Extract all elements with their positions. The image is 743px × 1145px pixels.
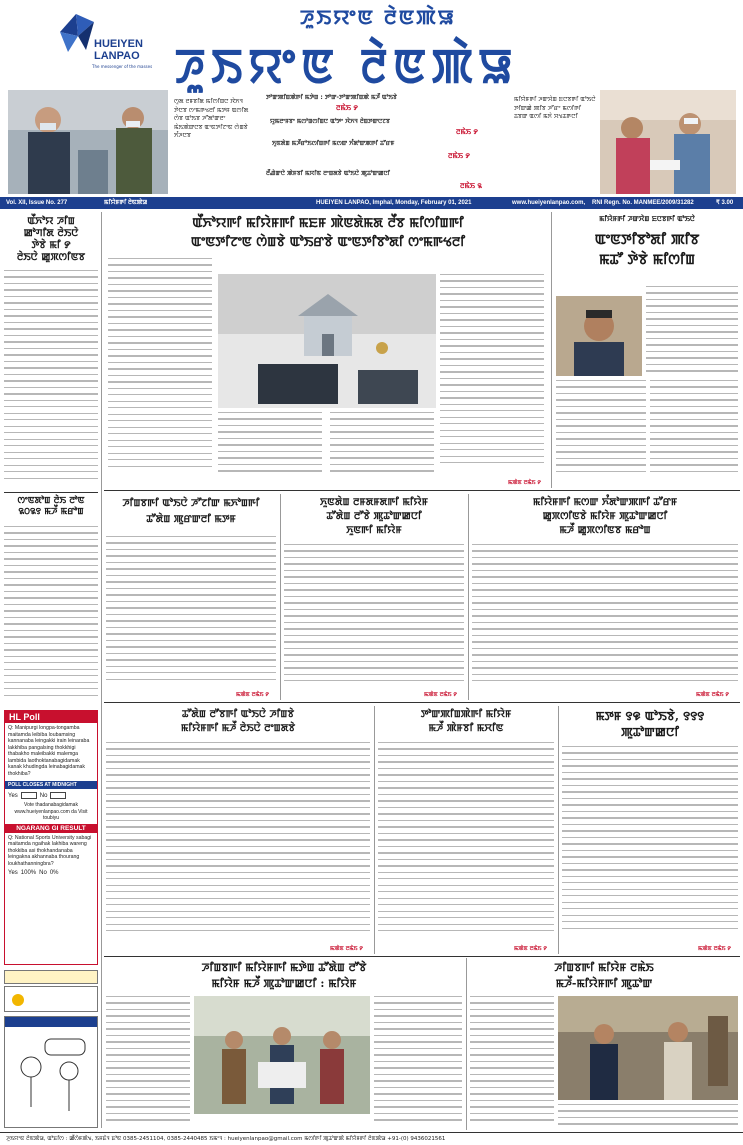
poll-no-label: No xyxy=(39,792,48,799)
lower-a-headline-2: ꯃꯤꯌꯥꯝꯒꯤ ꯃꯍꯩ ꯂꯥꯏꯅꯥ ꯂꯦꯡꯗꯕꯥ xyxy=(180,723,296,734)
strip-page-ref-1[interactable]: ꯂꯃꯥꯏ ꯸ xyxy=(336,104,358,112)
left-col-headline-1: ꯑꯩꯈꯣꯌ ꯍꯤꯡ xyxy=(27,216,75,227)
lower-a-continued[interactable]: ꯃꯄꯥꯟ ꯂꯃꯥꯏ ꯸ xyxy=(330,946,363,952)
strip-photo-left[interactable] xyxy=(8,90,168,194)
dateline-center: HUEIYEN LANPAO, Imphal, Monday, February 01, 2021 xyxy=(316,200,472,206)
lead-headline-2: ꯑꯦꯟꯇꯤꯖꯦꯟ ꯁꯥꯡꯕꯥ ꯑꯣꯏꯔꯕꯥ ꯑꯦꯟꯇꯤꯕꯣꯗꯤ ꯁꯦꯃꯒꯠꯂꯤ xyxy=(190,235,466,250)
lower-a-headline[interactable] xyxy=(106,708,370,736)
left-small-ad-1[interactable] xyxy=(4,970,98,984)
left-column-rule xyxy=(101,212,102,1128)
poll-no-checkbox[interactable] xyxy=(50,792,66,799)
poll-vote-link[interactable]: Vote thadanabagidamak www.hueiyenlanpao.com da Visit toubiyu xyxy=(14,802,88,821)
right-top-body-1 xyxy=(646,286,738,376)
bottom-b-headline-1: ꯍꯤꯡꯕꯒꯤ ꯃꯤꯌꯥꯝ ꯂꯃꯥꯏ xyxy=(554,961,654,974)
lower-c-headline[interactable] xyxy=(562,708,738,740)
brand-name: HUEIYEN LANPAO xyxy=(94,38,143,62)
dateline-meitei: ꯃꯤꯌꯥꯝꯒꯤ ꯂꯥꯟꯄꯥꯎ xyxy=(104,200,148,206)
website-link[interactable]: www.hueiyenlanpao.com, xyxy=(512,200,586,206)
poll-result-values xyxy=(5,869,97,877)
bottom-a-headline[interactable] xyxy=(106,960,462,992)
lower-a-body xyxy=(106,742,370,942)
left-col-headline-2: ꯀꯣꯚꯤꯗ ꯂꯥꯏꯅꯥ xyxy=(23,228,79,239)
lower-b-body xyxy=(378,742,554,942)
strip-teaser-left[interactable]: ꯁꯨꯗ ꯂꯝꯕꯤꯗ ꯃꯤꯁꯤꯡꯅ ꯋꯥꯈꯜ ꯇꯥꯅꯕ ꯁꯦꯃꯒꯠꯂꯤ ꯃꯇꯝ ꯑꯁꯤꯗ ꯁꯥꯕ ꯑꯣꯏꯕ ꯍꯧꯗꯣꯛꯂꯦ ꯃꯥꯏꯄꯥꯛꯅꯕ ꯑꯦꯟꯇꯤꯖꯦꯟ ꯁꯥꯡꯕꯥ ꯈꯪꯍꯅꯕ xyxy=(174,98,249,139)
mid-b-headline-3: ꯈꯨꯟꯒꯤ ꯃꯤꯌꯥꯝ xyxy=(346,525,402,536)
strip-teaser-center-3[interactable]: ꯈꯨꯟꯗꯥꯡ ꯃꯍꯩꯔꯣꯏꯁꯤꯡꯒꯤ ꯃꯁꯛ ꯈꯪꯗꯣꯛꯄꯒꯤ ꯊꯧꯔꯝ xyxy=(272,140,395,147)
poll-question: Q: Manipurgi longpa-tongamba maitamda leibiba loubamsing kannanaba leingakki irain leinaraba lakkhiba pangalsing thokkhigi thabakho maleibakki malemga lambida laothoktanabagidamak kanak khudingda leinabagidamak thokhiba? xyxy=(8,725,90,777)
lower-a-headline-1: ꯊꯧꯗꯥꯡ ꯂꯧꯕꯒꯤ ꯑꯣꯏꯅꯥ ꯍꯤꯡꯕꯥ xyxy=(181,709,295,720)
lower-b-headline-2: ꯃꯍꯩ ꯄꯥꯝꯕꯤ ꯃꯆꯤꯟ xyxy=(428,723,504,734)
strip-page-ref-4[interactable]: ꯂꯃꯥꯏ ꯲ xyxy=(460,182,482,190)
mid-rule-2 xyxy=(468,494,469,700)
brand-tagline: The messenger of the masses xyxy=(92,64,153,69)
volume-issue: Vol. XII, Issue No. 277 xyxy=(6,200,68,206)
left-col-subheadline-2: ꯲꯰꯲꯱ ꯃꯍꯩ ꯃꯔꯣꯡ xyxy=(18,507,84,517)
bottom-a-body xyxy=(106,996,190,1124)
lead-photo-house-key[interactable] xyxy=(218,274,436,408)
lower-b-headline[interactable] xyxy=(378,708,554,736)
left-col-body-2 xyxy=(4,526,98,706)
right-top-headline-1: ꯑꯦꯟꯇꯤꯕꯣꯗꯤ ꯄꯤꯕ xyxy=(594,232,700,248)
poll-yes-label: Yes xyxy=(8,792,18,799)
left-col-subheadline-1: ꯁꯦꯟꯗꯣꯡ ꯂꯥꯏ ꯂꯣꯟ xyxy=(17,496,85,506)
lower-c-continued[interactable]: ꯃꯄꯥꯟ ꯂꯃꯥꯏ ꯸ xyxy=(698,946,731,952)
bottom-a-body-2 xyxy=(374,996,462,1124)
mid-b-continued[interactable]: ꯃꯄꯥꯟ ꯂꯃꯥꯏ ꯸ xyxy=(424,692,457,698)
strip-photo-right[interactable] xyxy=(600,90,736,194)
bottom-b-photo[interactable] xyxy=(558,996,738,1100)
lead-continued[interactable]: ꯃꯄꯥꯟ ꯂꯃꯥꯏ ꯸ xyxy=(508,480,541,486)
lower-b-headline-1: ꯇꯣꯛꯄꯤꯡꯄꯥꯒꯤ ꯃꯤꯌꯥꯝ xyxy=(420,709,512,720)
strip-teaser-right[interactable]: ꯃꯤꯌꯥꯝꯒꯤ ꯍꯛꯆꯥꯡ ꯐꯅꯕꯒꯤ ꯑꯣꯏꯅꯥ ꯇꯤꯛꯀꯥ ꯄꯤꯕ ꯍꯧꯔꯦ ꯃꯁꯤꯒꯤ ꯊꯕꯛ ꯑꯁꯤ ꯃꯈꯥ ꯆꯠꯊꯒꯅꯤ xyxy=(514,96,596,120)
mid-a-body xyxy=(106,536,276,686)
left-col-headline-4: ꯂꯥꯏꯅꯥ ꯀꯨꯞꯁꯤꯟꯕ xyxy=(16,252,86,263)
masthead-title-main: ꯍꯨꯏꯌꯦꯟ ꯂꯥꯟꯄꯥꯎ xyxy=(175,37,519,95)
row-divider-3 xyxy=(104,956,740,957)
left-small-ad-2[interactable] xyxy=(4,986,98,1012)
lower-c-body xyxy=(562,746,738,942)
right-top-kicker[interactable]: ꯃꯤꯌꯥꯝꯒꯤ ꯍꯛꯆꯥꯡ ꯐꯅꯕꯒꯤ ꯑꯣꯏꯅꯥ xyxy=(599,214,695,223)
mid-a-headline-1: ꯍꯤꯡꯕꯒꯤ ꯑꯣꯏꯅꯥ ꯍꯧꯖꯤꯛ ꯃꯈꯣꯡꯒꯤ xyxy=(122,498,260,509)
strip-page-ref-3[interactable]: ꯂꯃꯥꯏ ꯸ xyxy=(448,152,470,160)
poll-result-yes-label: Yes xyxy=(8,870,18,876)
strip-teaser-center-2[interactable]: ꯌꯨꯃꯂꯦꯝꯕꯦ ꯃꯁꯣꯡꯁꯤꯡꯅ ꯑꯣꯇꯦ ꯋꯥꯈꯜ ꯂꯥꯡꯇꯛꯅꯖꯕ xyxy=(270,118,390,125)
mid-b-headline[interactable] xyxy=(284,496,464,538)
lead-body-col-4 xyxy=(440,274,544,476)
row-divider-2 xyxy=(104,702,740,703)
lower-c-headline-1: ꯃꯇꯝ ꯱꯶ ꯑꯣꯏꯕꯥ, ꯱꯱꯱ xyxy=(595,709,705,723)
bottom-a-headline-2: ꯃꯤꯌꯥꯝ ꯃꯍꯩ ꯄꯨꯊꯣꯛꯀꯅꯤ : ꯃꯤꯌꯥꯝ xyxy=(211,977,357,990)
mid-c-body xyxy=(472,544,738,686)
lead-body-col-3 xyxy=(330,412,434,476)
bottom-a-photo[interactable] xyxy=(194,996,370,1114)
mid-b-body xyxy=(284,544,464,686)
mid-rule-1 xyxy=(280,494,281,700)
poll-result-yes-pct: 100% xyxy=(20,870,37,876)
strip-page-ref-2[interactable]: ꯂꯃꯥꯏ ꯸ xyxy=(456,128,478,136)
right-top-headline-2: ꯃꯊꯧ ꯇꯥꯕꯥ ꯃꯤꯁꯤꯡ xyxy=(598,252,696,268)
brand-logo[interactable] xyxy=(52,4,162,84)
right-top-body-3 xyxy=(650,380,738,480)
strip-teaser-center-1[interactable] xyxy=(266,94,496,103)
left-cartoon-box[interactable] xyxy=(4,1016,98,1128)
row-divider-1 xyxy=(104,490,740,491)
origami-bird-icon xyxy=(58,12,96,56)
poll-options xyxy=(5,791,97,800)
left-col-divider xyxy=(4,492,98,493)
bottom-b-headline-2: ꯃꯍꯩ-ꯃꯤꯌꯥꯝꯒꯤ ꯄꯨꯊꯣꯛ xyxy=(555,977,653,990)
mid-c-continued[interactable]: ꯃꯄꯥꯟ ꯂꯃꯥꯏ ꯸ xyxy=(696,692,729,698)
masthead-title-top: ꯍꯨꯏꯌꯦꯟ ꯂꯥꯟꯄꯥꯎ xyxy=(300,5,456,29)
rni-number: RNI Regn. No. MANMEE/2009/31282 xyxy=(592,200,694,206)
mid-b-headline-2: ꯊꯧꯗꯥꯡ ꯂꯧꯕꯥ ꯄꯨꯊꯣꯛꯀꯅꯤ xyxy=(326,511,422,522)
lead-body-col-1 xyxy=(108,258,212,476)
right-top-body-2 xyxy=(556,380,646,480)
left-col-body-1 xyxy=(4,270,98,490)
poll-yes-checkbox[interactable] xyxy=(21,792,37,799)
price: ₹ 3.00 xyxy=(716,200,734,206)
lower-b-continued[interactable]: ꯃꯄꯥꯟ ꯂꯃꯥꯏ ꯸ xyxy=(514,946,547,952)
bottom-rule xyxy=(466,958,467,1130)
poll-result-title: NGARANG GI RESULT xyxy=(5,824,97,833)
dateline-bar xyxy=(0,197,743,209)
mid-a-continued[interactable]: ꯃꯄꯥꯟ ꯂꯃꯥꯏ ꯸ xyxy=(236,692,269,698)
bottom-a-headline-1: ꯍꯤꯡꯕꯒꯤ ꯃꯤꯌꯥꯝꯒꯤ ꯃꯇꯥꯡ ꯊꯧꯗꯥꯡ ꯂꯧꯕꯥ xyxy=(201,961,367,974)
bottom-b-headline[interactable] xyxy=(470,960,738,992)
weather-icon xyxy=(8,990,28,1010)
strip-teaser-center-4[interactable]: ꯂꯩꯉꯥꯛꯅꯥ ꯄꯥꯝꯕꯤ ꯃꯆꯤꯟ ꯂꯦꯡꯗꯕꯥ ꯑꯣꯏꯅꯥ ꯄꯨꯊꯣꯛꯀꯅꯤ xyxy=(266,170,391,177)
poll-title: HL Poll xyxy=(5,711,97,723)
poll-result-no-label: No xyxy=(39,870,47,876)
mid-a-headline[interactable] xyxy=(106,496,276,528)
lead-body-col-2 xyxy=(218,412,322,476)
cartoon-illustration xyxy=(5,1027,97,1127)
mid-c-headline-2: ꯀꯨꯞꯁꯤꯟꯕꯥ ꯃꯤꯌꯥꯝ ꯄꯨꯊꯣꯛꯀꯅꯤ xyxy=(542,511,668,522)
headline-strip xyxy=(0,90,743,196)
left-col-headline-3: ꯇꯥꯕꯥ ꯃꯤ ꯸ xyxy=(31,240,71,251)
lower-rule-1 xyxy=(374,706,375,954)
lower-rule-2 xyxy=(558,706,559,954)
right-top-portrait[interactable] xyxy=(556,296,642,376)
strip-teaser-center-1-text: ꯇꯣꯛꯄꯤꯡꯄꯥꯒꯤ ꯃꯇꯥꯡ : ꯇꯣꯛ-ꯇꯣꯛꯄꯤꯡꯄꯥ ꯃꯍꯩ ꯑꯣꯏꯕꯥ xyxy=(266,94,397,101)
mid-b-headline-1: ꯈꯨꯟꯗꯥꯡ ꯂꯝꯗꯝꯗꯒꯤ ꯃꯤꯌꯥꯝ xyxy=(319,497,429,508)
poll-result-no-pct: 0% xyxy=(49,870,59,876)
mid-c-headline[interactable] xyxy=(472,496,738,538)
mid-c-headline-1: ꯃꯤꯌꯥꯝꯒꯤ ꯃꯁꯛ ꯈꯪꯗꯣꯛꯄꯒꯤ ꯊꯧꯔꯝ xyxy=(532,497,678,508)
left-col-headline[interactable] xyxy=(4,216,98,264)
poll-closes-label: POLL CLOSES AT MIDNIGHT xyxy=(5,781,97,789)
mid-c-headline-3: ꯃꯍꯩ ꯀꯨꯞꯁꯤꯟꯕ ꯃꯔꯣꯡ xyxy=(559,525,651,536)
poll-result-question: Q: National Sports University sabagi maitamda ngaihak lakhiba wareng thokkiba asi thokhandanaba leingakna akhannaba thourang loukhathanningbra? xyxy=(8,834,92,867)
right-top-headline[interactable] xyxy=(556,230,738,270)
lead-headline[interactable] xyxy=(108,214,548,252)
left-col-subheadline[interactable] xyxy=(4,496,98,518)
bottom-b-body-2 xyxy=(558,1104,738,1128)
bottom-b-body xyxy=(470,996,554,1124)
masthead xyxy=(0,0,743,95)
lead-right-rule xyxy=(551,212,552,488)
lead-headline-1: ꯑꯩꯈꯣꯌꯒꯤ ꯃꯤꯌꯥꯝꯒꯤ ꯃꯐꯝ ꯄꯥꯟꯗꯥꯃꯗ ꯂꯩꯕ ꯃꯤꯁꯤꯡꯒꯤ xyxy=(192,216,464,231)
mid-a-headline-2: ꯊꯧꯗꯥꯡ ꯄꯨꯔꯛꯂꯤ ꯃꯇꯝ xyxy=(146,514,236,525)
lower-c-headline-2: ꯄꯨꯊꯣꯛꯀꯅꯤ xyxy=(621,725,679,739)
footer-imprint: ꯍꯨꯏꯌꯦꯟ ꯂꯥꯟꯄꯥꯎ, ꯑꯣꯐꯤꯁ : ꯀꯩꯁꯥꯝꯄꯥꯠ, ꯏꯝꯐꯥꯜ ꯐꯣꯟ 0385-2451104, 0385-2440485 ꯏꯃꯦꯜ : hueiyenlanpao@gmail.com ꯃꯁꯤꯒꯤ ꯄꯨꯊꯣꯛꯄꯥ ꯃꯤꯌꯥꯝꯒꯤ ꯂꯥꯟꯄꯥꯎ +91-(0) 9436021561 xyxy=(0,1132,743,1145)
hl-poll-box xyxy=(4,710,98,965)
